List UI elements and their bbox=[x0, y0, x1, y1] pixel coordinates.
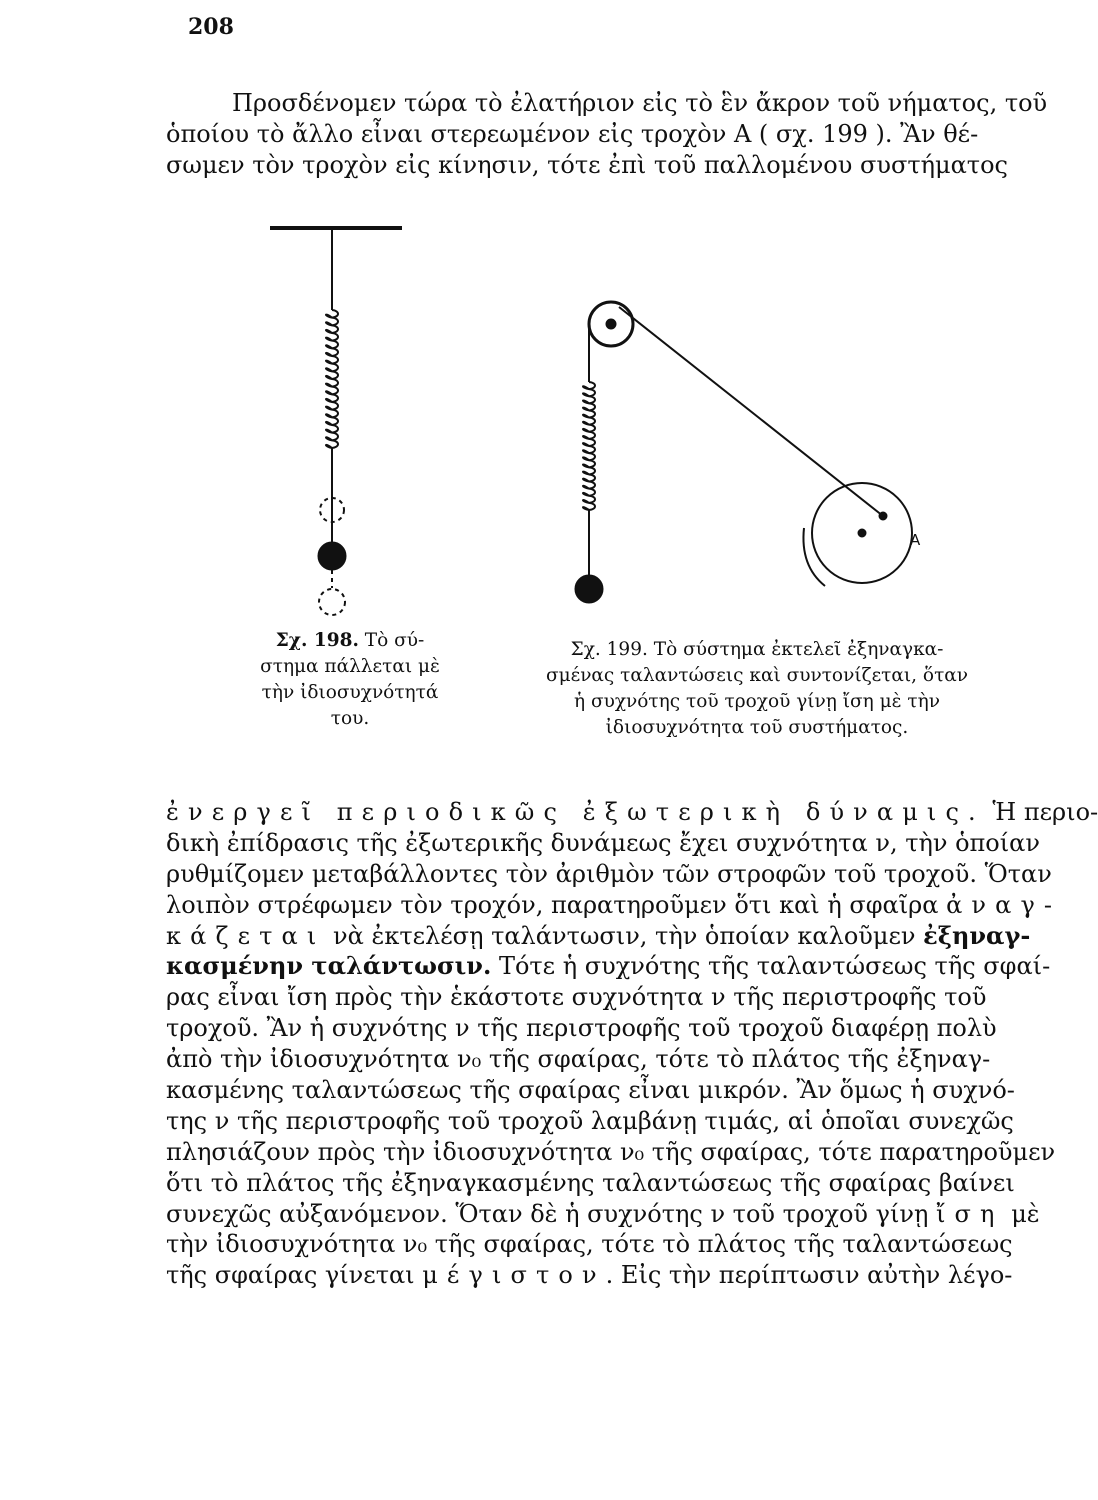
rotation-arrow bbox=[803, 528, 825, 586]
spring-coil bbox=[326, 310, 338, 448]
body-line: δικὴ ἐπίδρασις τῆς ἐξωτερικῆς δυνάμεως ἔχει συχνότητα ν, τὴν ὁποίαν bbox=[166, 828, 1040, 857]
caption-line: ἰδιοσυχνότητα τοῦ συστήματος. bbox=[605, 717, 909, 738]
ball bbox=[575, 575, 603, 603]
caption-line: του. bbox=[330, 708, 370, 729]
body-line: λοιπὸν στρέφωμεν τὸν τροχόν, παρατηροῦμεν ὅτι καὶ ἡ σφαῖρα ἀναγ- bbox=[166, 890, 1062, 919]
body-line: ὅτι τὸ πλάτος τῆς ἐξηναγκασμένης ταλαντώσεως τῆς σφαίρας βαίνει bbox=[166, 1168, 1015, 1197]
ball bbox=[318, 542, 346, 570]
fig199-forced-oscillation bbox=[575, 302, 921, 603]
body-line: ἀπὸ τὴν ἰδιοσυχνότητα ν₀ τῆς σφαίρας, τότε τὸ πλάτος τῆς ἐξηναγ- bbox=[166, 1045, 991, 1074]
fig198-spring-pendulum bbox=[270, 228, 402, 615]
caption-line: Τὸ σύστημα ἐκτελεῖ ἐξηναγκα- bbox=[653, 639, 944, 660]
intro-line: σωμεν τὸν τροχὸν εἰς κίνησιν, τότε ἐπὶ τοῦ παλλομένου συστήματος bbox=[166, 151, 1008, 179]
body-line: της ν τῆς περιστροφῆς τοῦ τροχοῦ λαμβάνῃ τιμάς, αἱ ὁποῖαι συνεχῶς bbox=[166, 1106, 1014, 1135]
body-line: πλησιάζουν πρὸς τὴν ἰδιοσυχνότητα ν₀ τῆς σφαίρας, τότε παρατηροῦμεν bbox=[166, 1137, 1056, 1166]
wheel-label: A bbox=[910, 531, 921, 549]
string-attachment-point bbox=[879, 512, 887, 520]
drive-string bbox=[619, 307, 883, 516]
body-line: τροχοῦ. Ἂν ἡ συχνότης ν τῆς περιστροφῆς τοῦ τροχοῦ διαφέρῃ πολὺ bbox=[166, 1014, 997, 1043]
caption-line: Τὸ σύ- bbox=[364, 630, 425, 651]
intro-line: Προσδένομεν τώρα τὸ ἐλατήριον εἰς τὸ ἓν ἄκρον τοῦ νήματος, τοῦ bbox=[232, 89, 1048, 117]
body-line: κασμένην ταλάντωσιν. Τότε ἡ συχνότης τῆς ταλαντώσεως τῆς σφαί- bbox=[166, 951, 1051, 981]
page-number: 208 bbox=[188, 14, 234, 40]
body-line: κασμένης ταλαντώσεως τῆς σφαίρας εἶναι μικρόν. Ἂν ὅμως ἡ συχνό- bbox=[166, 1076, 1015, 1105]
intro-line: ὁποίου τὸ ἄλλο εἶναι στερεωμένον εἰς τροχὸν Α ( σχ. 199 ). Ἂν θέ- bbox=[166, 120, 979, 148]
caption-line: στημα πάλλεται μὲ bbox=[260, 656, 440, 677]
body-paragraph bbox=[166, 797, 1098, 1291]
body-line: ρας εἶναι ἴση πρὸς τὴν ἑκάστοτε συχνότητα ν τῆς περιστροφῆς τοῦ bbox=[166, 983, 987, 1012]
wheel-axle bbox=[858, 529, 866, 537]
caption-line: τὴν ἰδιοσυχνότητά bbox=[261, 682, 439, 703]
caption-line: ἡ συχνότης τοῦ τροχοῦ γίνῃ ἴση μὲ τὴν bbox=[574, 691, 940, 712]
caption-line: σμένας ταλαντώσεις καὶ συντονίζεται, ὅταν bbox=[545, 665, 969, 686]
body-line: ἐνεργεῖ περιοδικῶς ἐξωτερικὴ δύναμις. Ἡ περιο- bbox=[166, 798, 1098, 826]
body-line: κάζεται νὰ ἐκτελέσῃ ταλάντωσιν, τὴν ὁποίαν καλοῦμεν ἐξηναγ- bbox=[166, 920, 1031, 950]
body-line: συνεχῶς αὐξανόμενον. Ὅταν δὲ ἡ συχνότης ν τοῦ τροχοῦ γίνῃ ἴση μὲ bbox=[166, 1199, 1040, 1228]
fig199-number: Σχ. 199. bbox=[570, 639, 648, 660]
ball-lower-position bbox=[319, 589, 345, 615]
body-line: τῆς σφαίρας γίνεται μέγιστον. Εἰς τὴν περίπτωσιν αὐτὴν λέγο- bbox=[166, 1261, 1013, 1290]
pulley-axle bbox=[606, 319, 616, 329]
spring-coil bbox=[583, 382, 595, 510]
fig199-caption bbox=[522, 637, 992, 741]
body-line: τὴν ἰδιοσυχνότητα ν₀ τῆς σφαίρας, τότε τὸ πλάτος τῆς ταλαντώσεως bbox=[166, 1230, 1013, 1259]
body-line: ρυθμίζομεν μεταβάλλοντες τὸν ἀριθμὸν τῶν στροφῶν τοῦ τροχοῦ. Ὅταν bbox=[166, 859, 1052, 888]
fig198-caption bbox=[240, 628, 460, 732]
fig198-number: Σχ. 198. bbox=[275, 630, 359, 651]
